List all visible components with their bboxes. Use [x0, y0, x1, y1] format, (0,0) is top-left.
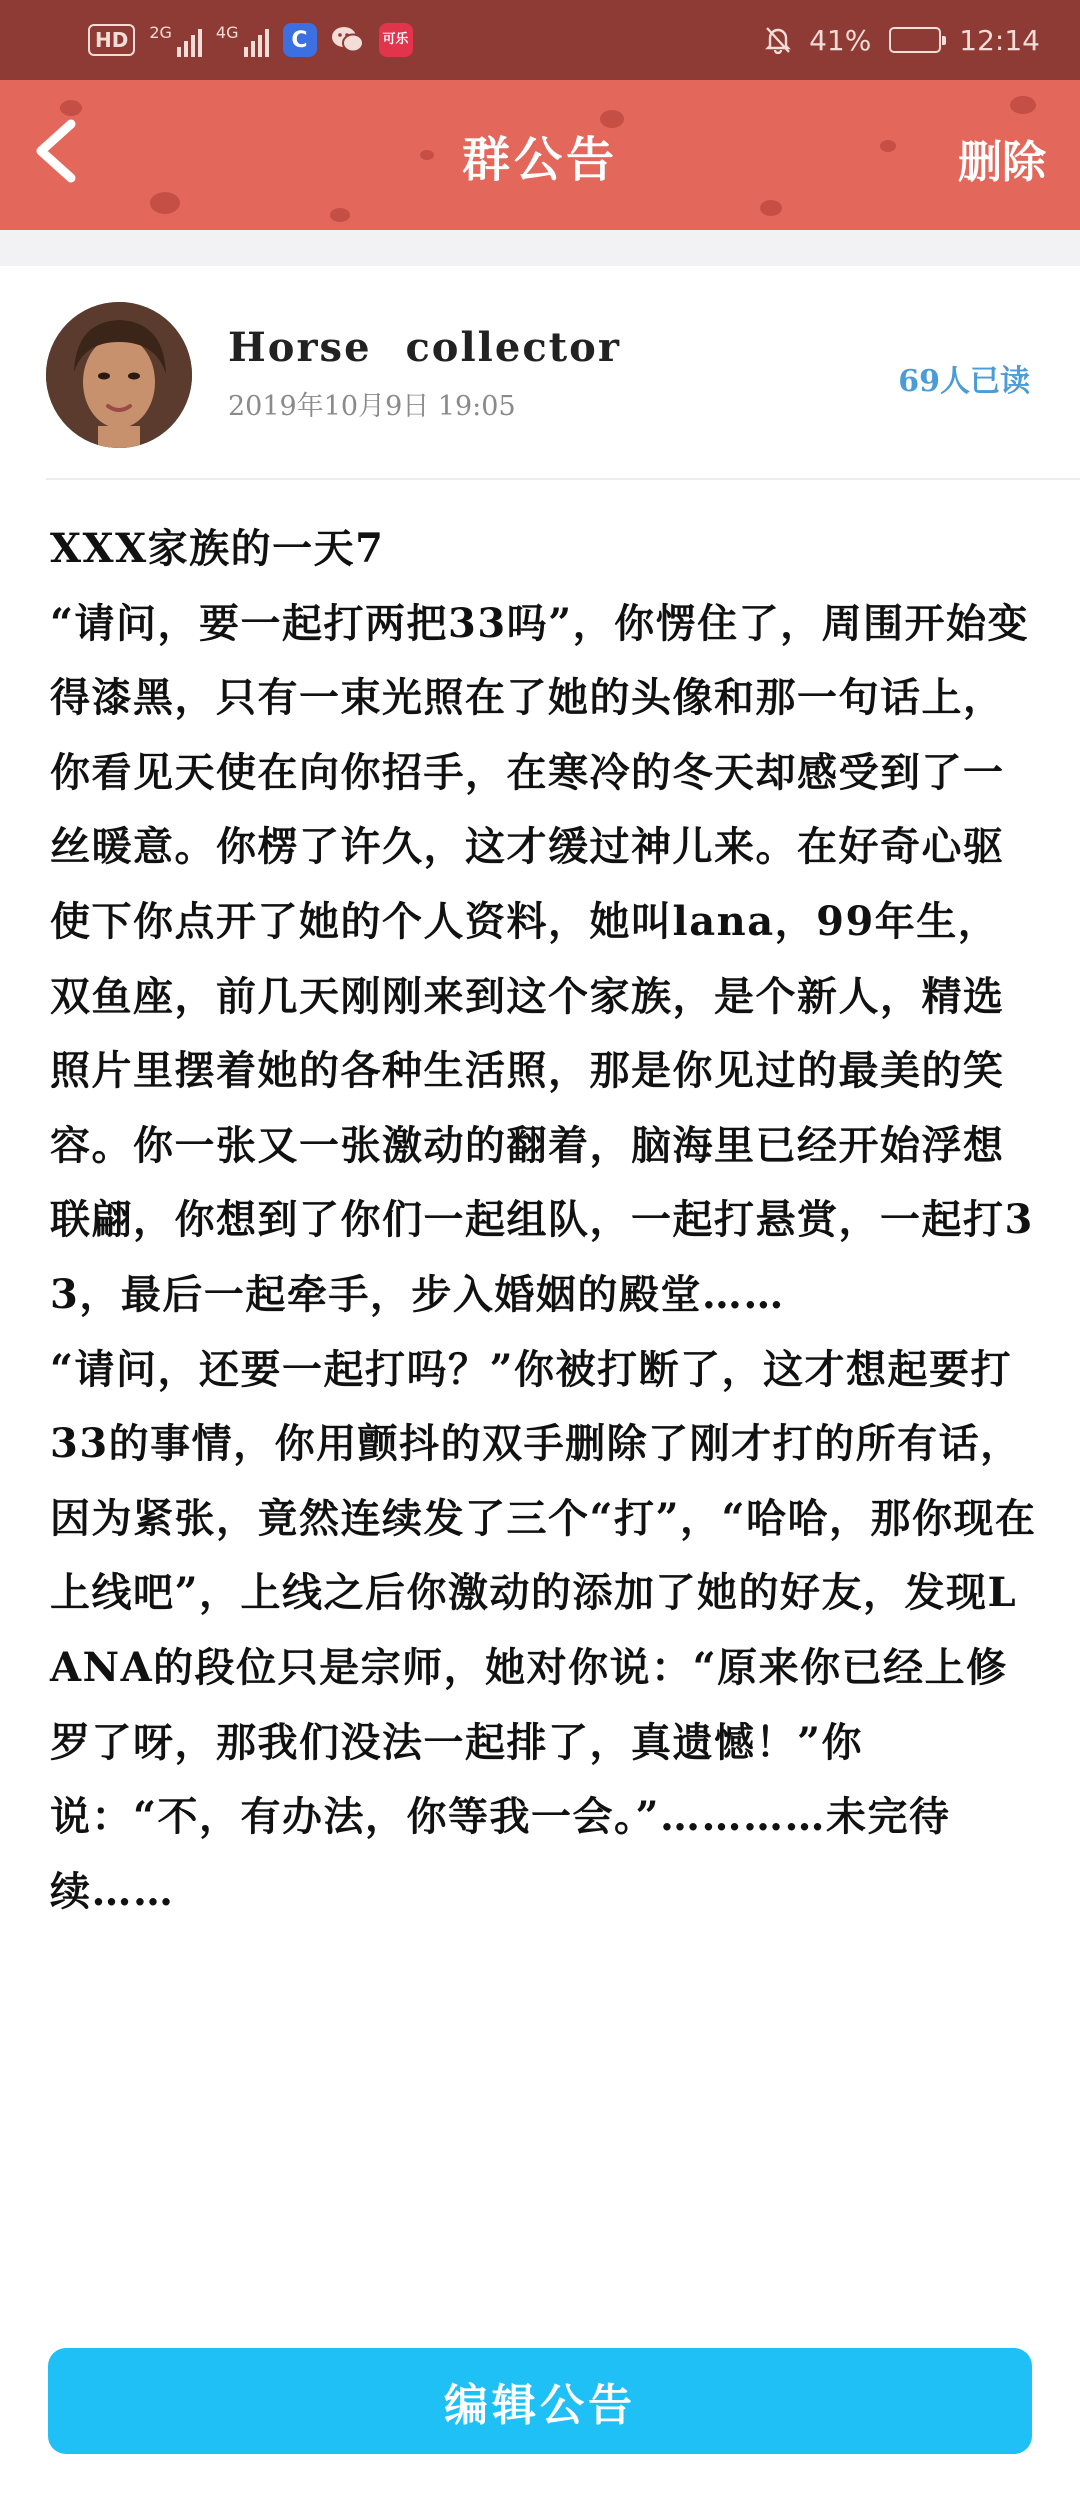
status-bar: [0, 0, 1080, 80]
edit-announcement-button[interactable]: 编辑公告: [48, 2348, 1032, 2454]
bell-off-icon: [765, 26, 791, 54]
delete-button[interactable]: 删除: [958, 137, 1046, 188]
network-label-1: 2G: [149, 23, 172, 42]
chevron-left-icon: [31, 116, 79, 190]
battery-icon: [889, 27, 941, 53]
app-c-icon: C: [283, 23, 317, 57]
header-divider-band: [0, 230, 1080, 266]
hd-badge: HD: [88, 24, 135, 56]
app-kele-icon: 可乐: [379, 23, 413, 57]
separator: [46, 478, 1080, 480]
author-name: Horse collector: [228, 324, 621, 371]
network-label-2: 4G: [215, 23, 239, 42]
avatar[interactable]: [46, 302, 192, 448]
post-date: 2019年10月9日 19:05: [228, 391, 516, 422]
clock: 12:14: [959, 23, 1040, 57]
read-count[interactable]: 69人已读: [898, 364, 1030, 399]
status-right: [765, 24, 1040, 57]
nav-header: [0, 80, 1080, 230]
battery-percent: 41%: [809, 23, 872, 57]
status-left: [88, 23, 413, 57]
signal-icon-2: [216, 23, 269, 57]
author-info: [0, 266, 1080, 481]
announcement-body: XXX家族的一天7 “请问，要一起打两把33吗”，你愣住了，周围开始变得漆黑，只有一束光照在了她的头像和那一句话上，你看见天使在向你招手，在寒冷的冬天却感受到了一丝暖意。你楞了许久，这才缓过神儿来。在好奇心驱使下你点开了她的个人资料，她叫lana，99年生，双鱼座，前几天刚刚来到这个家族，是个新人，精选照片里摆着她的各种生活照，那是你见过的最美的笑容。你一张又一张激动的翻着，脑海里已经开始浮想联翩，你想到了你们一起组队，一起打悬赏，一起打33，最后一起牵手，步入婚姻的殿堂…… “请问，还要一起打吗？”你被打断了，这才想起要打33的事情，你用颤抖的双手删除了刚才打的所有话，因为紧张，竟然连续发了三个“打”，“哈哈，那你现在上线吧”，上线之后你激动的添加了她的好友，发现LANA的段位只是宗师，她对你说：“原来你已经上修罗了呀，那我们没法一起排了，真遗憾！”你说：“不，有办法，你等我一会。”…………未完待续……: [50, 525, 1037, 1915]
back-button[interactable]: [20, 118, 90, 188]
signal-icon-1: [149, 23, 202, 57]
page-title: 群公告: [461, 131, 618, 188]
wechat-icon: [331, 23, 365, 57]
